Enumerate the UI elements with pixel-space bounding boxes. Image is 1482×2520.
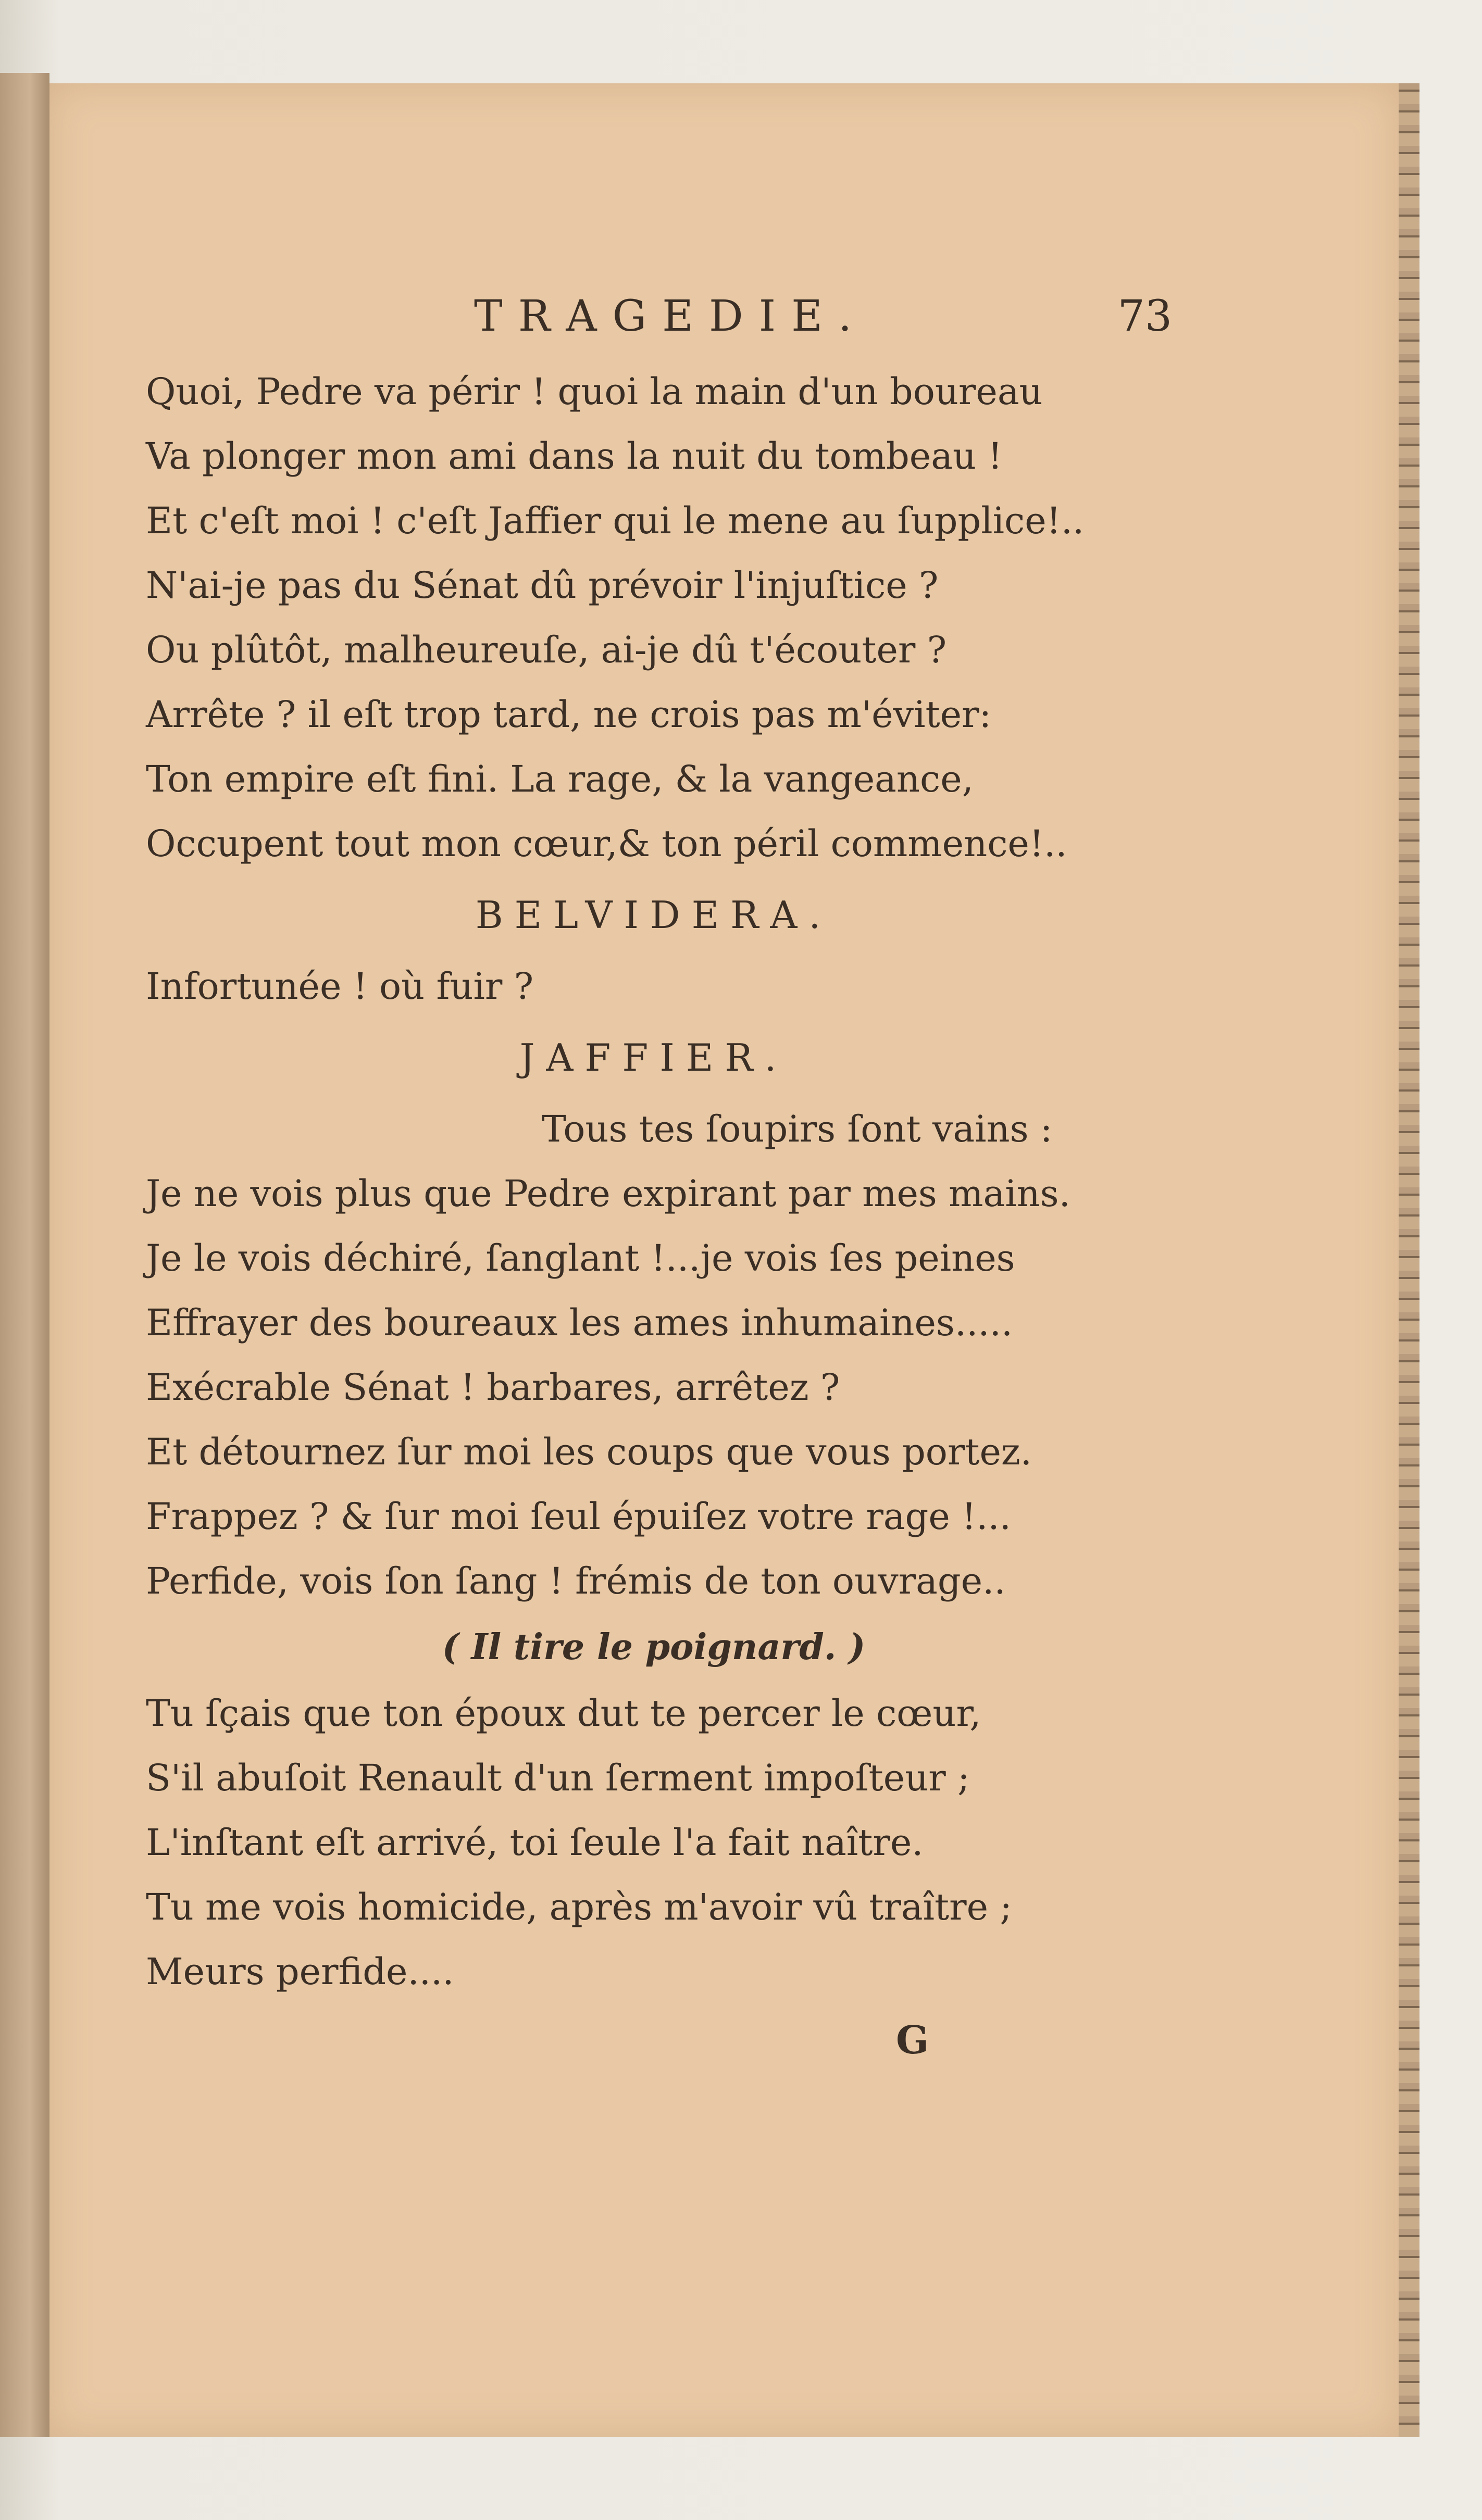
speaker-name-belvidera: BELVIDERA. <box>475 893 832 937</box>
page-text <box>146 292 1172 2077</box>
verse-line: L'inſtant eſt arrivé, toi ſeule l'a fait naître. <box>146 1821 924 1864</box>
verse-line: Frappez ? & ſur moi ſeul épuiſez votre rage !... <box>146 1495 1011 1538</box>
verse-line: Je ne vois plus que Pedre expirant par mes mains. <box>146 1172 1070 1215</box>
verse-line: Ou plûtôt, malheureuſe, ai-je dû t'écouter ? <box>146 629 947 671</box>
verse-line: Perfide, vois ſon ſang ! frémis de ton ouvrage.. <box>146 1560 1006 1602</box>
verse-line: Je le vois déchiré, ſanglant !...je vois ſes peines <box>146 1237 1015 1280</box>
stage-direction: ( Il tire le poignard. ) <box>442 1626 866 1668</box>
verse-line: Et détournez ſur moi les coups que vous portez. <box>146 1431 1032 1473</box>
page-header <box>146 292 1172 359</box>
verse-line: Tu ſçais que ton époux dut te percer le cœur, <box>146 1692 981 1735</box>
verse-line: Arrête ? il eſt trop tard, ne crois pas m'éviter: <box>146 693 992 736</box>
verse-line: Meurs perfide.... <box>146 1950 454 1993</box>
verse-line-half: Tous tes ſoupirs ſont vains : <box>542 1108 1053 1150</box>
running-title: TRAGEDIE. <box>474 292 868 341</box>
speaker-name-jaffier: JAFFIER. <box>519 1036 788 1080</box>
verse-line: Quoi, Pedre va périr ! quoi la main d'un boureau <box>146 370 1043 413</box>
verse-line: Occupent tout mon cœur,& ton péril commence!.. <box>146 822 1067 865</box>
page-number: 73 <box>1117 292 1172 341</box>
verse-line: Exécrable Sénat ! barbares, arrêtez ? <box>146 1366 840 1409</box>
verse-line: Et c'eſt moi ! c'eſt Jaffier qui le mene au ſupplice!.. <box>146 499 1085 542</box>
verse-line: Tu me vois homicide, après m'avoir vû traître ; <box>146 1886 1012 1928</box>
verse-line: Infortunée ! où fuir ? <box>146 965 534 1008</box>
verse-line: Effrayer des boureaux les ames inhumaines..... <box>146 1301 1013 1344</box>
verse-line: N'ai-je pas du Sénat dû prévoir l'injuſtice ? <box>146 564 939 607</box>
left-page-edge <box>0 73 49 2437</box>
verse-line: Va plonger mon ami dans la nuit du tombeau ! <box>146 435 1003 478</box>
verse-line: Ton empire eſt fini. La rage, & la vangeance, <box>146 758 974 800</box>
verse-line: S'il abuſoit Renault d'un ſerment impoſteur ; <box>146 1757 970 1799</box>
signature-mark: G <box>896 2018 929 2063</box>
right-page-edges <box>1399 83 1419 2437</box>
